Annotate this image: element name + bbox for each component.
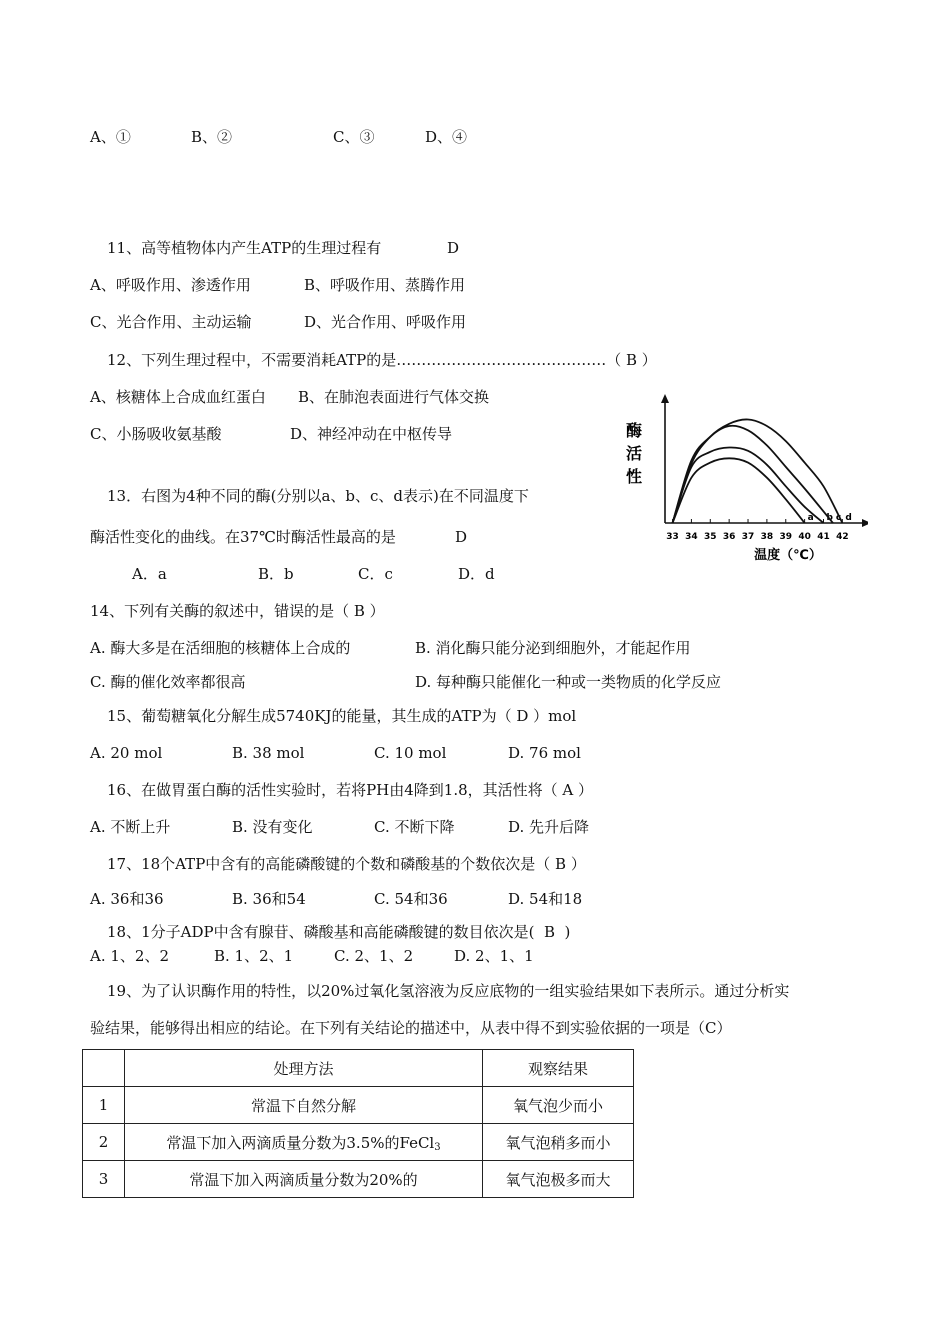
x-tick-label: 33 <box>666 532 679 542</box>
x-tick-label: 37 <box>741 532 755 542</box>
q18-option-a: A. 1、2、2 <box>90 947 169 965</box>
q16-option-d: D. 先升后降 <box>508 818 590 836</box>
q17-stem: 17、18个ATP中含有的高能磷酸键的个数和磷酸基的个数依次是（ B ） <box>107 855 586 873</box>
row-number: 3 <box>83 1161 125 1198</box>
q11-stem: 11、高等植物体内产生ATP的生理过程有 <box>107 239 382 257</box>
row-result: 氧气泡稍多而小 <box>483 1124 634 1161</box>
q10-option-c: C、③ <box>333 128 375 146</box>
q18-stem: 18、1分子ADP中含有腺苷、磷酸基和高能磷酸键的数目依次是( B ) <box>107 923 571 941</box>
q10-option-b: B、② <box>191 128 233 146</box>
curve-d <box>673 419 843 523</box>
q16-option-b: B. 没有变化 <box>232 818 313 836</box>
q14-option-a: A. 酶大多是在活细胞的核糖体上合成的 <box>90 639 351 657</box>
q15-option-a: A. 20 mol <box>90 744 163 762</box>
q11-option-b: B、呼吸作用、蒸腾作用 <box>304 276 466 294</box>
q17-option-b: B. 36和54 <box>232 890 306 908</box>
q16-stem: 16、在做胃蛋白酶的活性实验时，若将PH由4降到1.8，其活性将（ A ） <box>107 781 594 799</box>
row-number: 1 <box>83 1087 125 1124</box>
x-tick-label: 35 <box>704 532 717 542</box>
q18-option-b: B. 1、2、1 <box>214 947 294 965</box>
table-header-index <box>83 1050 125 1087</box>
q13-option-c: C．c <box>358 565 393 583</box>
q11-option-d: D、光合作用、呼吸作用 <box>304 313 467 331</box>
q14-option-b: B. 消化酶只能分泌到细胞外，才能起作用 <box>415 639 691 657</box>
table-header-result: 观察结果 <box>483 1050 634 1087</box>
curve-label-a: a <box>807 513 814 523</box>
q18-option-c: C. 2、1、2 <box>334 947 414 965</box>
curve-label-c: c <box>835 513 842 523</box>
y-axis-label: 酶 <box>625 421 643 440</box>
q15-stem: 15、葡萄糖氧化分解生成5740KJ的能量，其生成的ATP为（ D ）mol <box>107 707 577 725</box>
q14-option-d: D. 每种酶只能催化一种或一类物质的化学反应 <box>415 673 722 691</box>
x-tick-label: 38 <box>760 532 774 542</box>
row-result: 氧气泡极多而大 <box>483 1161 634 1198</box>
q14-stem: 14、下列有关酶的叙述中，错误的是（ B ） <box>90 602 385 620</box>
q11-option-a: A、呼吸作用、渗透作用 <box>90 276 251 294</box>
curve-c <box>673 426 833 523</box>
q13-stem-line1: 13．右图为4种不同的酶(分别以a、b、c、d表示)在不同温度下 <box>107 487 529 505</box>
x-tick-label: 40 <box>798 532 811 542</box>
curve-label-d: d <box>845 513 852 523</box>
y-axis-arrow <box>661 394 669 403</box>
q14-option-c: C. 酶的催化效率都很高 <box>90 673 246 691</box>
q19-line1: 19、为了认识酶作用的特性，以20%过氧化氢溶液为反应底物的一组实验结果如下表所示。通过分析实 <box>107 982 790 1000</box>
x-tick-label: 41 <box>817 532 830 542</box>
row-result: 氧气泡少而小 <box>483 1087 634 1124</box>
q17-option-a: A. 36和36 <box>90 890 164 908</box>
q12-stem: 12、下列生理过程中，不需要消耗ATP的是……………………………………（ B ） <box>107 351 657 369</box>
table-header-method: 处理方法 <box>125 1050 483 1087</box>
q12-option-b: B、在肺泡表面进行气体交换 <box>298 388 490 406</box>
q12-option-c: C、小肠吸收氨基酸 <box>90 425 222 443</box>
experiment-results-table <box>82 1049 634 1198</box>
row-method: 常温下自然分解 <box>125 1087 483 1124</box>
x-tick-label: 42 <box>836 532 849 542</box>
y-axis-label: 性 <box>625 467 643 486</box>
q13-stem-line2: 酶活性变化的曲线。在37℃时酶活性最高的是 <box>90 528 396 546</box>
x-tick-label: 34 <box>685 532 698 542</box>
row-method: 常温下加入两滴质量分数为20%的 <box>125 1161 483 1198</box>
q15-option-b: B. 38 mol <box>232 744 305 762</box>
x-tick-label: 39 <box>779 532 793 542</box>
q13-option-a: A．a <box>132 565 167 583</box>
q15-option-d: D. 76 mol <box>508 744 581 762</box>
q13-option-b: B．b <box>258 565 294 583</box>
enzyme-activity-chart <box>618 392 868 570</box>
row-method: 常温下加入两滴质量分数为3.5%的FeCl$_3$ <box>125 1124 483 1161</box>
q16-option-c: C. 不断下降 <box>374 818 455 836</box>
q11-answer: D <box>447 239 460 257</box>
q18-option-d: D. 2、1、1 <box>454 947 534 965</box>
q12-option-d: D、神经冲动在中枢传导 <box>290 425 453 443</box>
curve-a <box>673 458 805 523</box>
table-header-row <box>83 1050 634 1087</box>
q17-option-c: C. 54和36 <box>374 890 448 908</box>
q17-option-d: D. 54和18 <box>508 890 583 908</box>
x-tick-label: 36 <box>722 532 736 542</box>
table-row <box>83 1087 634 1124</box>
curve-label-b: b <box>826 513 833 523</box>
q11-option-c: C、光合作用、主动运输 <box>90 313 252 331</box>
y-axis-label: 活 <box>625 444 643 463</box>
q19-line2: 验结果，能够得出相应的结论。在下列有关结论的描述中，从表中得不到实验依据的一项是（C） <box>90 1019 732 1037</box>
table-row <box>83 1124 634 1161</box>
x-axis-arrow <box>862 519 868 527</box>
row-number: 2 <box>83 1124 125 1161</box>
q10-option-a: A、① <box>90 128 131 146</box>
q12-option-a: A、核糖体上合成血红蛋白 <box>90 388 266 406</box>
q13-answer: D <box>455 528 468 546</box>
q16-option-a: A. 不断上升 <box>90 818 171 836</box>
q15-option-c: C. 10 mol <box>374 744 447 762</box>
table-row <box>83 1161 634 1198</box>
q10-option-d: D、④ <box>425 128 468 146</box>
q13-option-d: D．d <box>458 565 495 583</box>
x-axis-label: 温度（℃） <box>754 548 822 563</box>
